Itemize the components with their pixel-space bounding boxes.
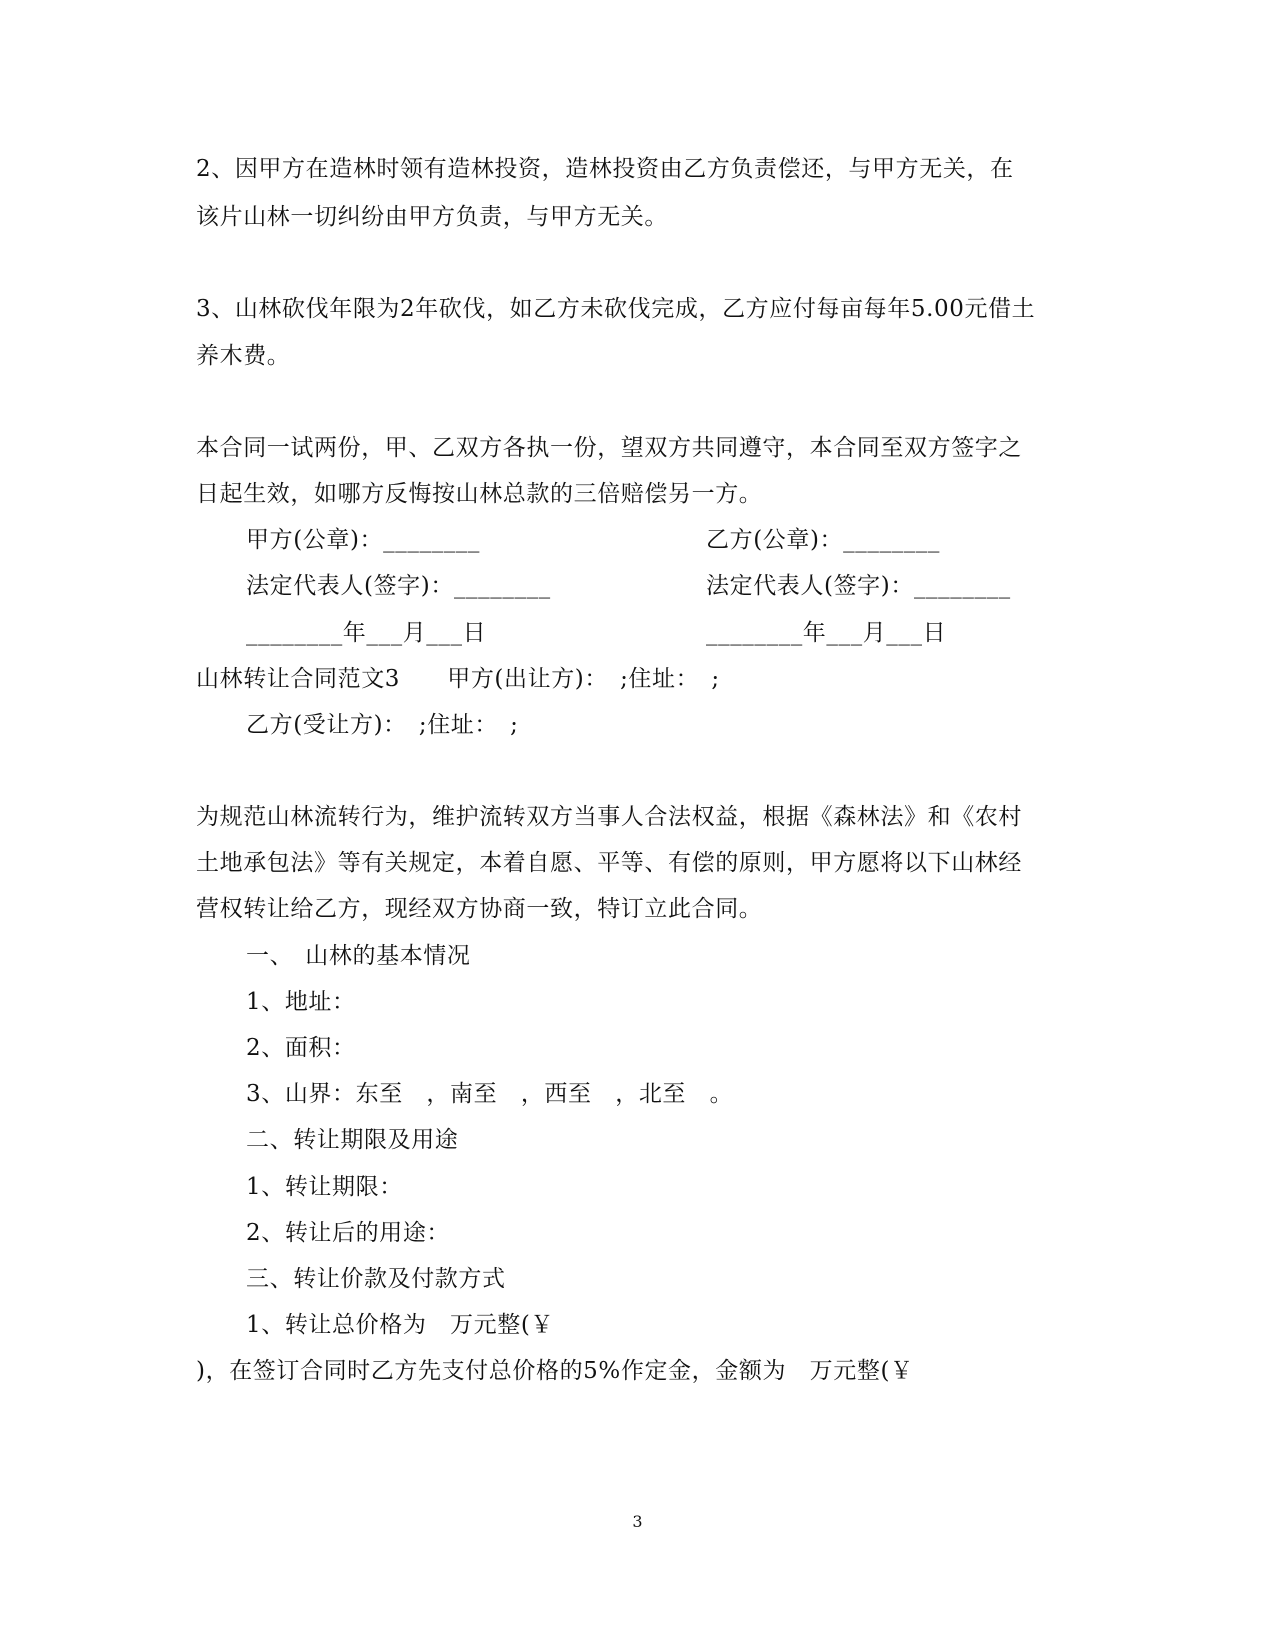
- party-a-representative: 法定代表人(签字)：________: [246, 573, 551, 599]
- contract3-party-b: 乙方(受让方)： ;住址： ;: [246, 712, 519, 738]
- section-1-item-3: 3、山界：东至 ，南至 ，西至 ，北至 。: [246, 1081, 734, 1107]
- contract-clause-line-1: 本合同一试两份，甲、乙双方各执一份，望双方共同遵守，本合同至双方签字之: [196, 435, 1022, 461]
- section-2-item-2: 2、转让后的用途：: [246, 1220, 451, 1246]
- party-a-seal: 甲方(公章)：________: [246, 527, 480, 553]
- paragraph-3-line-2: 养木费。: [196, 343, 291, 369]
- contract3-intro-line-1: 为规范山林流转行为，维护流转双方当事人合法权益，根据《森林法》和《农村: [196, 804, 1022, 830]
- page-number: 3: [632, 1512, 643, 1531]
- section-3-title: 三、转让价款及付款方式: [246, 1266, 506, 1292]
- paragraph-2-line-1: 2、因甲方在造林时领有造林投资，造林投资由乙方负责偿还，与甲方无关，在: [196, 156, 1014, 182]
- section-2-title: 二、转让期限及用途: [246, 1127, 459, 1153]
- paragraph-3-line-1: 3、山林砍伐年限为2年砍伐，如乙方未砍伐完成，乙方应付每亩每年5.00元借土: [196, 296, 1036, 322]
- party-b-representative: 法定代表人(签字)：________: [706, 573, 1011, 599]
- section-1-title: 一、 山林的基本情况: [246, 943, 471, 969]
- contract3-header: 山林转让合同范文3 甲方(出让方)： ;住址： ;: [196, 666, 720, 692]
- contract3-intro-line-3: 营权转让给乙方，现经双方协商一致，特订立此合同。: [196, 896, 763, 922]
- party-b-date: ________年___月___日: [706, 620, 947, 646]
- section-3-item-1: 1、转让总价格为 万元整(￥: [246, 1312, 555, 1338]
- contract-clause-line-2: 日起生效，如哪方反悔按山林总款的三倍赔偿另一方。: [196, 481, 763, 507]
- party-b-seal: 乙方(公章)：________: [706, 527, 940, 553]
- party-a-date: ________年___月___日: [246, 620, 487, 646]
- contract3-intro-line-2: 土地承包法》等有关规定，本着自愿、平等、有偿的原则，甲方愿将以下山林经: [196, 850, 1022, 876]
- section-2-item-1: 1、转让期限：: [246, 1174, 403, 1200]
- paragraph-2-line-2: 该片山林一切纠纷由甲方负责，与甲方无关。: [196, 204, 668, 230]
- section-1-item-1: 1、地址：: [246, 989, 356, 1015]
- section-1-item-2: 2、面积：: [246, 1035, 356, 1061]
- section-3-item-1-continued: )，在签订合同时乙方先支付总价格的5%作定金，金额为 万元整(￥: [196, 1358, 914, 1384]
